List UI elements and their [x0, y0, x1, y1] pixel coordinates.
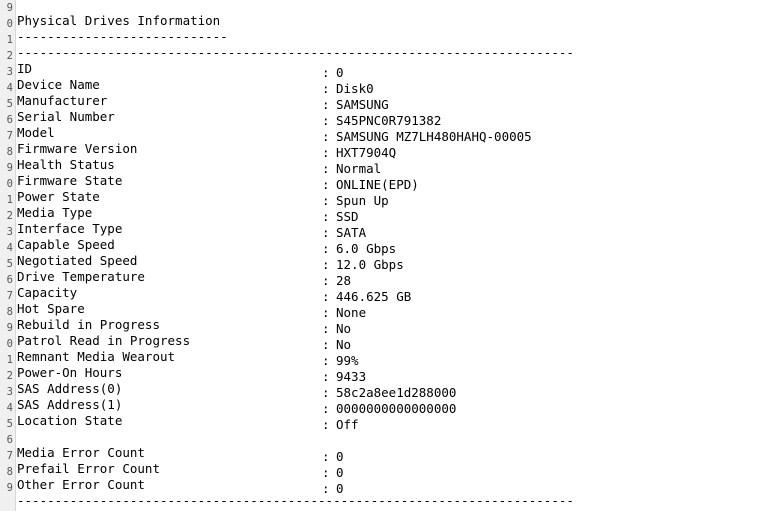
info-row-value: 0000000000000000: [336, 401, 457, 416]
info-row-label: Model: [17, 125, 55, 140]
line-number: 4: [6, 242, 13, 254]
info-row-separator: :: [322, 241, 330, 256]
info-row-separator: :: [322, 97, 330, 112]
info-row-label: Remnant Media Wearout: [17, 349, 176, 364]
info-row-label: Patrol Read in Progress: [17, 333, 191, 348]
info-row: [17, 205, 758, 224]
divider-line: --------------------------------------------------------------------------: [17, 45, 574, 60]
line-number: 0: [6, 178, 13, 190]
info-row-value: 0: [336, 65, 344, 80]
info-row-value: 12.0 Gbps: [336, 257, 404, 272]
info-row-separator: :: [322, 273, 330, 288]
info-row: [17, 237, 758, 256]
info-row: [17, 461, 758, 480]
info-row-label: Health Status: [17, 157, 115, 172]
info-row-separator: :: [322, 337, 330, 352]
info-row-value: None: [336, 305, 367, 320]
info-row-separator: :: [322, 193, 330, 208]
line-number: 6: [6, 274, 13, 286]
info-row-separator: :: [322, 385, 330, 400]
info-row-label: Power-On Hours: [17, 365, 123, 380]
info-row-separator: :: [322, 369, 330, 384]
info-row-value: HXT7904Q: [336, 145, 397, 160]
info-row: [17, 317, 758, 336]
info-row-label: SAS Address(1): [17, 397, 123, 412]
info-row-label: Hot Spare: [17, 301, 85, 316]
info-row-separator: :: [322, 257, 330, 272]
info-row-value: SAMSUNG MZ7LH480HAHQ-00005: [336, 129, 532, 144]
info-row-value: 9433: [336, 369, 367, 384]
info-row-label: Prefail Error Count: [17, 461, 160, 476]
info-row: [17, 125, 758, 144]
line-number: 1: [6, 194, 13, 206]
info-row-value: No: [336, 321, 352, 336]
info-row-separator: :: [322, 161, 330, 176]
line-number: 2: [6, 210, 13, 222]
info-row: [17, 173, 758, 192]
info-row: [17, 141, 758, 160]
page-title: Physical Drives Information: [17, 13, 221, 28]
info-row-label: Media Type: [17, 205, 93, 220]
line-number: 0: [6, 338, 13, 350]
info-row-separator: :: [322, 129, 330, 144]
line-number: 7: [6, 290, 13, 302]
info-row-value: 58c2a8ee1d288000: [336, 385, 457, 400]
info-row: [17, 269, 758, 288]
info-row-label: Serial Number: [17, 109, 115, 124]
info-row-value: 0: [336, 465, 344, 480]
info-row-separator: :: [322, 401, 330, 416]
line-number: 4: [6, 82, 13, 94]
info-row-value: SAMSUNG: [336, 97, 389, 112]
info-row-value: 99%: [336, 353, 359, 368]
info-row-label: Media Error Count: [17, 445, 145, 460]
line-number: 3: [6, 386, 13, 398]
line-number: 3: [6, 66, 13, 78]
line-number: 5: [6, 98, 13, 110]
line-number: 9: [6, 162, 13, 174]
line-number: 1: [6, 354, 13, 366]
info-row-separator: :: [322, 81, 330, 96]
info-row-label: Other Error Count: [17, 477, 145, 492]
line-number: 0: [6, 18, 13, 30]
info-row: [17, 349, 758, 368]
info-row: [17, 301, 758, 320]
document-content[interactable]: [17, 0, 758, 511]
info-row: [17, 445, 758, 464]
info-row-value: Normal: [336, 161, 382, 176]
line-number: 9: [6, 2, 13, 14]
line-number-gutter: [0, 0, 16, 511]
info-row: [17, 285, 758, 304]
info-row-value: SSD: [336, 209, 359, 224]
info-row: [17, 221, 758, 240]
line-number: 5: [6, 418, 13, 430]
info-row: [17, 333, 758, 352]
info-row-value: Disk0: [336, 81, 374, 96]
info-row: [17, 477, 758, 496]
info-row-separator: :: [322, 225, 330, 240]
info-row-label: SAS Address(0): [17, 381, 123, 396]
info-row-separator: :: [322, 417, 330, 432]
info-row-label: ID: [17, 61, 33, 76]
line-number: 5: [6, 258, 13, 270]
info-row: [17, 61, 758, 80]
info-row: [17, 109, 758, 128]
line-number: 3: [6, 226, 13, 238]
info-row-value: SATA: [336, 225, 367, 240]
info-row-separator: :: [322, 353, 330, 368]
info-row-label: Rebuild in Progress: [17, 317, 160, 332]
info-row-label: Drive Temperature: [17, 269, 145, 284]
info-row-value: 0: [336, 481, 344, 496]
line-number: 8: [6, 306, 13, 318]
info-row-separator: :: [322, 145, 330, 160]
info-row-separator: :: [322, 465, 330, 480]
info-row: [17, 413, 758, 432]
info-row-separator: :: [322, 449, 330, 464]
info-row-label: Capacity: [17, 285, 78, 300]
info-row-label: Location State: [17, 413, 123, 428]
line-number: 9: [6, 482, 13, 494]
blank-line: [17, 429, 758, 445]
info-row-separator: :: [322, 289, 330, 304]
info-row-label: Interface Type: [17, 221, 123, 236]
info-row-value: Off: [336, 417, 359, 432]
info-row-label: Negotiated Speed: [17, 253, 138, 268]
info-row-label: Firmware State: [17, 173, 123, 188]
info-row-separator: :: [322, 113, 330, 128]
line-number: 1: [6, 34, 13, 46]
info-row-value: 0: [336, 449, 344, 464]
info-row-value: Spun Up: [336, 193, 389, 208]
info-row: [17, 253, 758, 272]
line-number: 6: [6, 114, 13, 126]
info-row: [17, 397, 758, 416]
info-row: [17, 189, 758, 208]
info-row-separator: :: [322, 305, 330, 320]
line-number: 7: [6, 450, 13, 462]
line-number: 7: [6, 130, 13, 142]
info-row-label: Power State: [17, 189, 100, 204]
info-row-value: No: [336, 337, 352, 352]
info-row-value: S45PNC0R791382: [336, 113, 442, 128]
info-row-separator: :: [322, 177, 330, 192]
info-row-value: 6.0 Gbps: [336, 241, 397, 256]
info-row-label: Firmware Version: [17, 141, 138, 156]
info-row-label: Capable Speed: [17, 237, 115, 252]
divider-line: --------------------------------------------------------------------------: [17, 493, 574, 508]
line-number: 6: [6, 434, 13, 446]
divider-line: ----------------------------: [17, 29, 228, 44]
info-row-label: Manufacturer: [17, 93, 108, 108]
info-row: [17, 77, 758, 96]
info-row-value: ONLINE(EPD): [336, 177, 419, 192]
info-row: [17, 93, 758, 112]
info-row-separator: :: [322, 321, 330, 336]
info-row: [17, 381, 758, 400]
line-number: 2: [6, 50, 13, 62]
line-number: 4: [6, 402, 13, 414]
line-number: 9: [6, 322, 13, 334]
info-row-separator: :: [322, 481, 330, 496]
line-number: 8: [6, 146, 13, 158]
info-row-label: Device Name: [17, 77, 100, 92]
line-number: 8: [6, 466, 13, 478]
info-row-value: 446.625 GB: [336, 289, 412, 304]
info-row: [17, 365, 758, 384]
info-row-value: 28: [336, 273, 352, 288]
info-row-separator: :: [322, 209, 330, 224]
info-row-separator: :: [322, 65, 330, 80]
info-row: [17, 157, 758, 176]
line-number: 2: [6, 370, 13, 382]
